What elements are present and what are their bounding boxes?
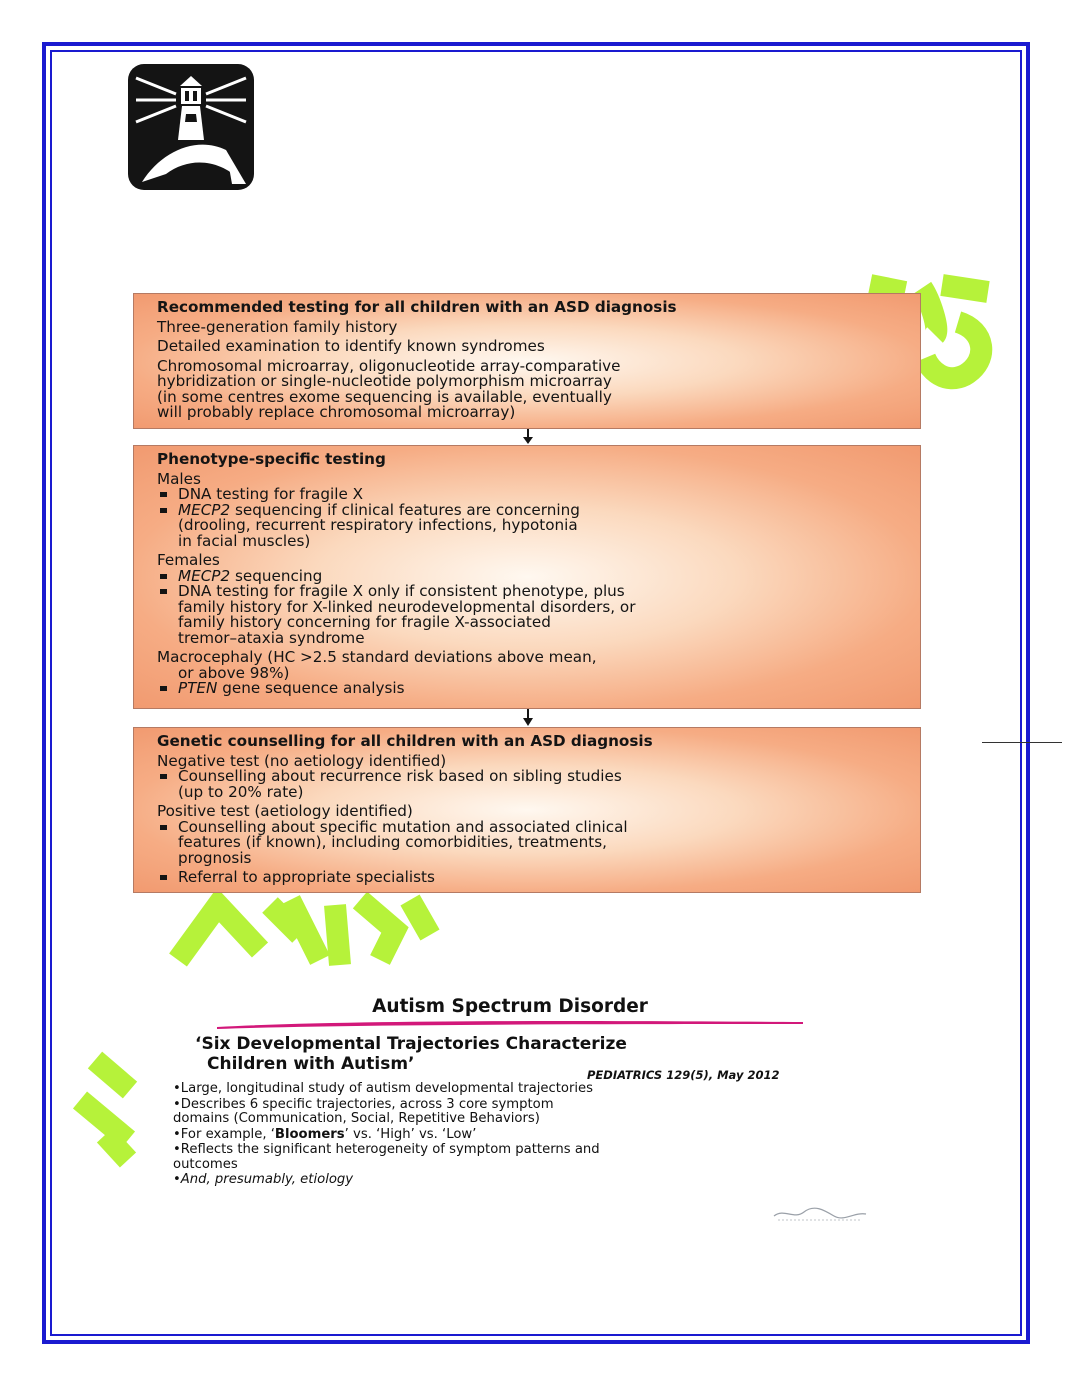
list-item-text: sequencing <box>230 566 323 585</box>
flow-box-recommended-testing <box>133 293 921 429</box>
lighthouse-icon <box>128 64 254 190</box>
list-item-line: outcomes <box>173 1156 238 1172</box>
list-item: Counselling about recurrence risk based on sibling studies <box>157 769 920 785</box>
box-line: prognosis <box>178 848 252 867</box>
box-line: Macrocephaly (HC >2.5 standard deviations above mean, <box>157 648 597 666</box>
list-item-text: sequencing if clinical features are concerning <box>230 500 580 519</box>
box-line: (in some centres exome sequencing is available, eventually <box>157 387 612 406</box>
gene-name: PTEN <box>178 679 218 697</box>
flow-box-genetic-counselling <box>133 727 921 893</box>
box-line: Males <box>157 469 201 488</box>
box-heading: Phenotype-specific testing <box>157 450 386 468</box>
box-line: hybridization or single-nucleotide polymorphism microarray <box>157 372 612 390</box>
flow-arrow-down-icon <box>521 709 535 727</box>
slide-citation: PEDIATRICS 129(5), May 2012 <box>587 1068 780 1082</box>
slide-subtitle-line: ‘Six Developmental Trajectories Characterize <box>195 1034 627 1054</box>
box-line: features (if known), including comorbidities, treatments, <box>178 833 607 851</box>
box-line: Three-generation family history <box>157 317 398 336</box>
list-item-line: domains (Communication, Social, Repetitive Behaviors) <box>173 1110 540 1126</box>
list-item <box>173 1128 853 1142</box>
list-item <box>157 500 920 519</box>
slide-title: Autism Spectrum Disorder <box>372 996 648 1017</box>
list-item: •And, presumably, etiology <box>173 1172 354 1188</box>
box-line: Chromosomal microarray, oligonucleotide array-comparative <box>157 356 621 375</box>
list-item-text: ’ vs. ‘High’ vs. ‘Low’ <box>344 1126 477 1142</box>
list-item: Counselling about specific mutation and associated clinical <box>157 820 920 836</box>
slide-bullet-list <box>173 1082 853 1189</box>
list-item-line: •Describes 6 specific trajectories, across 3 core symptom <box>173 1096 554 1112</box>
flow-box-phenotype-testing <box>133 445 921 709</box>
box-line: Positive test (aetiology identified) <box>157 802 413 820</box>
box-line: family history for X-linked neurodevelopmental disorders, or <box>178 597 636 616</box>
box-heading: Genetic counselling for all children with an ASD diagnosis <box>157 732 653 750</box>
list-item <box>173 1098 853 1126</box>
box-line: will probably replace chromosomal microarray) <box>157 403 516 421</box>
flow-arrow-down-icon <box>521 429 535 445</box>
box-line: Detailed examination to identify known syndromes <box>157 337 545 355</box>
box-line: in facial muscles) <box>178 531 311 550</box>
box-line: family history concerning for fragile X-associated <box>178 613 551 631</box>
list-item-text: gene sequence analysis <box>217 679 405 697</box>
margin-line <box>982 742 1062 743</box>
gene-name: MECP2 <box>178 566 231 585</box>
box-heading: Recommended testing for all children with an ASD diagnosis <box>157 298 677 316</box>
signature-mark <box>770 1202 870 1226</box>
gene-name: MECP2 <box>178 500 231 519</box>
box-line: or above 98%) <box>178 663 290 682</box>
list-item-emphasis: Bloomers <box>274 1126 345 1142</box>
slide-subtitle-line: Children with Autism’ <box>207 1054 415 1074</box>
list-item-text: •For example, ‘ <box>173 1126 275 1142</box>
embedded-slide <box>165 990 855 1200</box>
box-line: Females <box>157 551 220 569</box>
swoosh-underline <box>215 1018 805 1030</box>
list-item: •Large, longitudinal study of autism developmental trajectories <box>173 1081 594 1096</box>
box-line: (drooling, recurrent respiratory infections, hypotonia <box>178 516 578 534</box>
list-item: Referral to appropriate specialists <box>157 870 920 886</box>
box-line: Negative test (no aetiology identified) <box>157 751 447 770</box>
box-line: (up to 20% rate) <box>178 782 304 801</box>
list-item <box>157 681 920 697</box>
list-item-line: •Reflects the significant heterogeneity of symptom patterns and <box>173 1142 600 1158</box>
list-item: DNA testing for fragile X <box>157 487 920 503</box>
list-item: DNA testing for fragile X only if consistent phenotype, plus <box>157 584 920 600</box>
box-line: tremor–ataxia syndrome <box>178 628 365 647</box>
list-item <box>173 1143 853 1171</box>
